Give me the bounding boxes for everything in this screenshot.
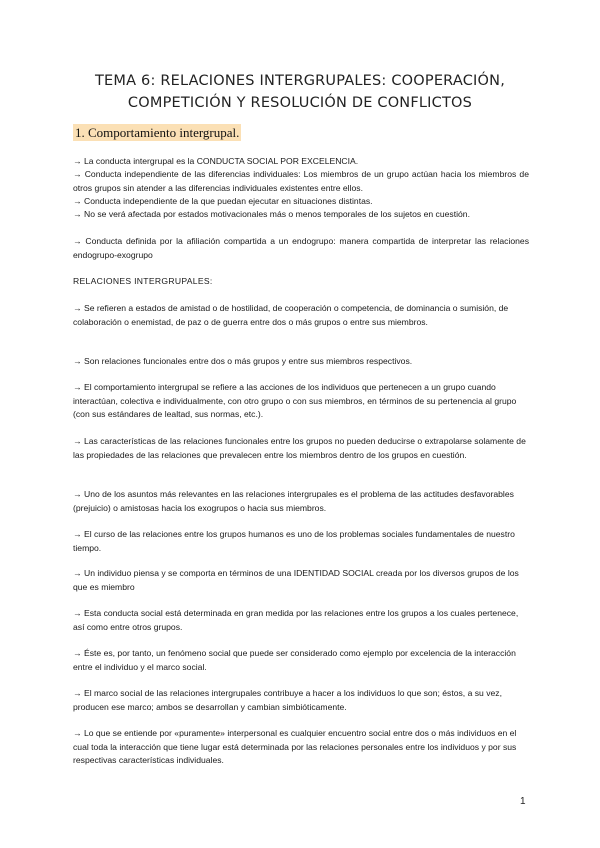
intro-item: → Conducta independiente de las diferencias individuales: Los miembros de un grupo actúan hacia los miembros de otros grupos sin atender a las diferencias individuales existentes entre ellos. [73, 169, 529, 193]
intro-item: → Conducta independiente de la que puedan ejecutar en situaciones distintas. [73, 196, 373, 206]
intro-item: → Conducta definida por la afiliación compartida a un endogrupo: manera compartida de interpretar las relaciones endogrupo-exogrupo [73, 236, 529, 260]
paragraph: → El marco social de las relaciones intergrupales contribuye a hacer a los individuos lo que son; éstos, a su vez, producen ese marco; ambos se desarrollan y cambian simbióticamente. [73, 688, 502, 712]
paragraph: → El curso de las relaciones entre los grupos humanos es uno de los problemas sociales fundamentales de nuestro tiempo. [73, 529, 515, 553]
paragraph: → Las características de las relaciones funcionales entre los grupos no pueden deducirse o extrapolarse solamente de las propiedades de las relaciones que prevalecen entre los miembros dentro de los grupos en cuestión. [73, 436, 526, 460]
paragraph: → Esta conducta social está determinada en gran medida por las relaciones entre los grupos a los cuales pertenece, así como entre otros grupos. [73, 608, 519, 632]
relations-heading: RELACIONES INTERGRUPALES: [73, 276, 213, 286]
title-line-1: TEMA 6: RELACIONES INTERGRUPALES: COOPERACIÓN, [94, 73, 506, 89]
paragraph: → Un individuo piensa y se comporta en términos de una IDENTIDAD SOCIAL creada por los diversos grupos de los que es miembro [73, 568, 519, 592]
title-line-2: COMPETICIÓN Y RESOLUCIÓN DE CONFLICTOS [127, 95, 473, 111]
paragraph: → Éste es, por tanto, un fenómeno social que puede ser considerado como ejemplo por excelencia de la interacción entre el individuo y el marco social. [73, 648, 516, 672]
paragraph: → El comportamiento intergrupal se refiere a las acciones de los individuos que pertenecen a un grupo cuando interactúan, colectiva e individualmente, con otro grupo o con sus miembros, en términos de su pertenencia al grupo (con sus estándares de lealtad, sus normas, etc.). [73, 382, 517, 419]
section-heading: 1. Comportamiento intergrupal. [75, 125, 240, 140]
intro-item: → La conducta intergrupal es la CONDUCTA SOCIAL POR EXCELENCIA. [73, 156, 359, 166]
page-number: 1 [520, 796, 526, 807]
page-title [40, 70, 560, 114]
paragraph: → Se refieren a estados de amistad o de hostilidad, de cooperación o competencia, de dominancia o sumisión, de colaboración o enemistad, de paz o de guerra entre dos o más grupos o entre sus miembros. [73, 303, 509, 327]
paragraph: → Son relaciones funcionales entre dos o más grupos y entre sus miembros respectivos. [73, 356, 413, 366]
paragraph: → Uno de los asuntos más relevantes en las relaciones intergrupales es el problema de las actitudes desfavorables (prejuicio) o amistosas hacia los exogrupos o hacia sus miembros. [73, 489, 514, 513]
intro-item: → No se verá afectada por estados motivacionales más o menos temporales de los sujetos en cuestión. [73, 209, 470, 219]
paragraph: → Lo que se entiende por «puramente» interpersonal es cualquier encuentro social entre dos o más individuos en el cual toda la interacción que tiene lugar está determinada por las relaciones personales entre los individuos y por sus respectivas características individuales. [73, 728, 517, 765]
